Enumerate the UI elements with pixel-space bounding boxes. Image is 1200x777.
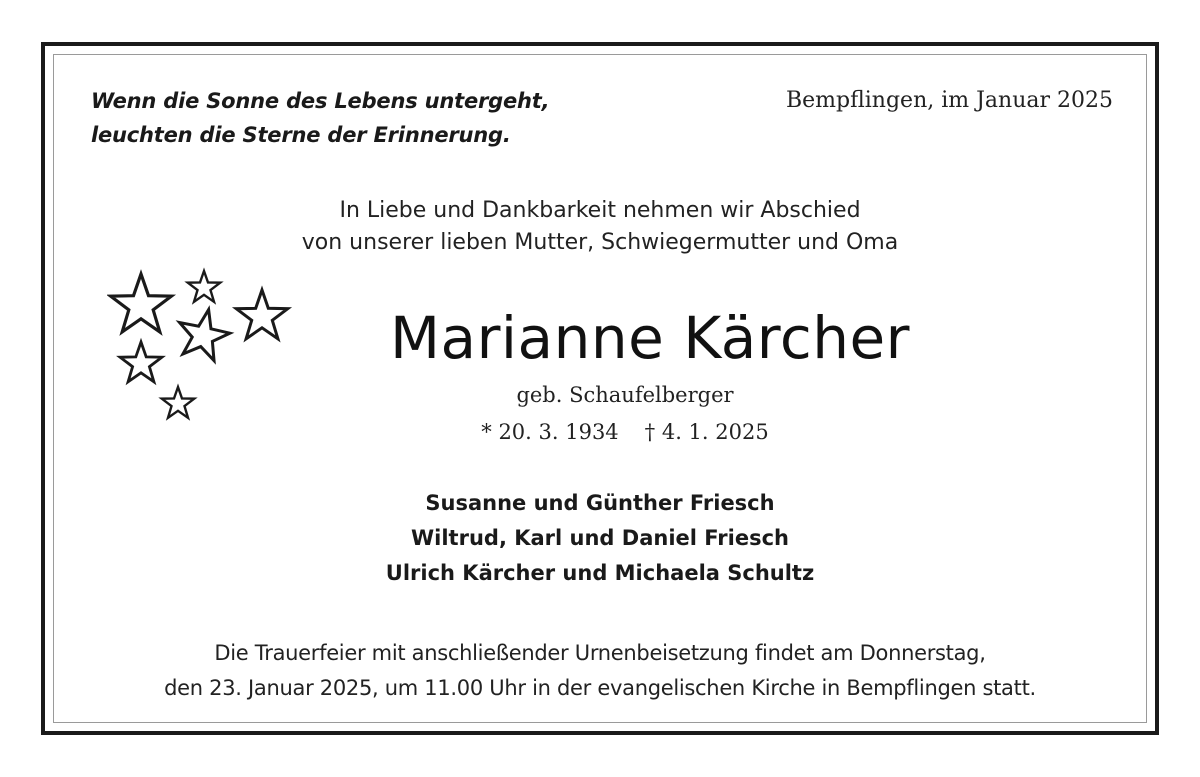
motto-line-2: leuchten die Sterne der Erinnerung. (91, 123, 511, 147)
birth-date: * 20. 3. 1934 (481, 420, 619, 444)
intro-line-2: von unserer lieben Mutter, Schwiegermutter und Oma (301, 230, 899, 255)
motto-line-1: Wenn die Sonne des Lebens untergeht, (91, 89, 550, 113)
ceremony-notice (45, 636, 1155, 706)
life-dates (95, 415, 1155, 449)
mourner-line: Wiltrud, Karl und Daniel Friesch (411, 526, 789, 550)
mourner-line: Ulrich Kärcher und Michaela Schultz (385, 561, 815, 585)
place-date: Bempflingen, im Januar 2025 (785, 88, 1113, 113)
ceremony-line-2: den 23. Januar 2025, um 11.00 Uhr in der evangelischen Kirche in Bempflingen statt. (164, 676, 1036, 700)
motto (91, 84, 549, 152)
mourners-list (45, 486, 1155, 591)
obituary-frame (41, 42, 1159, 735)
mourner-line: Susanne und Günther Friesch (425, 491, 775, 515)
star-icon (188, 271, 220, 302)
death-date: † 4. 1. 2025 (644, 420, 769, 444)
intro-line-1: In Liebe und Dankbarkeit nehmen wir Abschied (339, 198, 861, 223)
deceased-name: Marianne Kärcher (389, 304, 911, 372)
intro-text (45, 195, 1155, 259)
ceremony-line-1: Die Trauerfeier mit anschließender Urnenbeisetzung findet am Donnerstag, (214, 641, 986, 665)
birth-name: geb. Schaufelberger (516, 383, 734, 407)
